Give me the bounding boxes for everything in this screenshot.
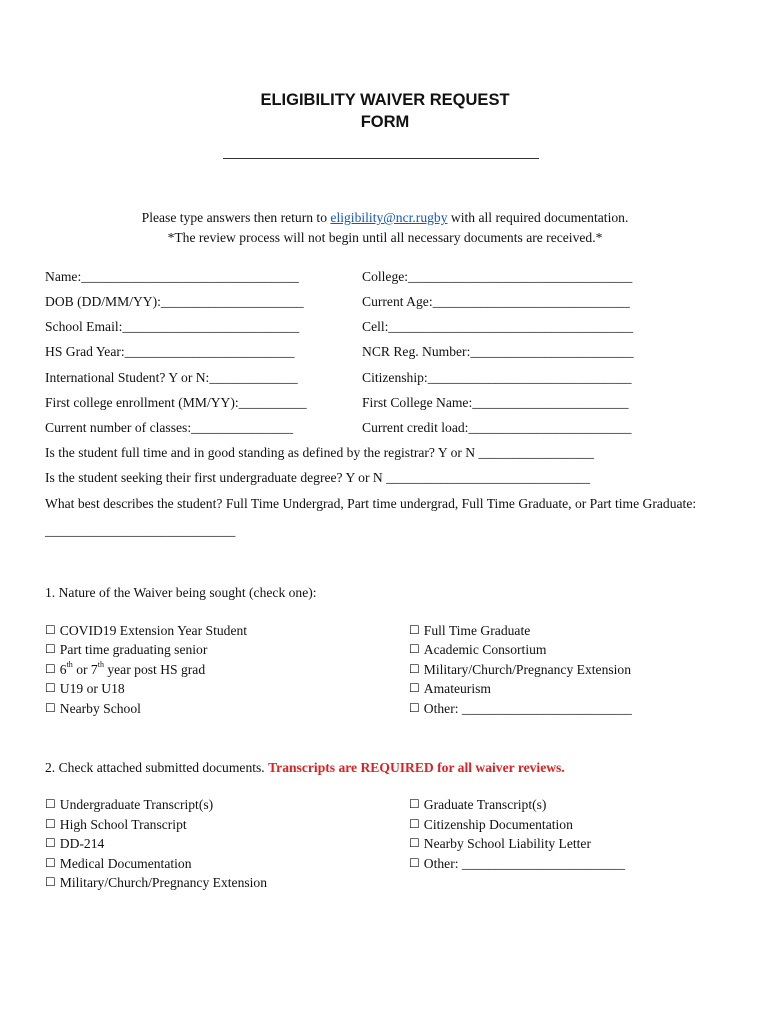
option-label: Medical Documentation — [59, 856, 192, 871]
option-label: DD-214 — [59, 836, 105, 851]
checkbox-icon[interactable]: ☐ — [45, 875, 56, 889]
option-label: Military/Church/Pregnancy Extension — [59, 875, 268, 890]
intro-text-before: Please type answers then return to — [141, 210, 331, 225]
name-field[interactable]: Name:________________________________ — [45, 269, 299, 284]
checkbox-icon[interactable]: ☐ — [409, 797, 420, 811]
cell-field[interactable]: Cell:____________________________________ — [362, 319, 634, 334]
option-label: Nearby School — [59, 701, 141, 716]
option-covid19-extension[interactable] — [45, 623, 247, 639]
doc-citizenship-documentation[interactable] — [409, 817, 573, 833]
section2-heading-text: 2. Check attached submitted documents. — [45, 760, 269, 775]
intro-line2: *The review process will not begin until all necessary documents are received.* — [167, 230, 603, 245]
describe-student-question: What best describes the student? Full Time Undergrad, Part time undergrad, Full Time Graduate, or Part time Graduate: — [45, 496, 697, 511]
section2-heading — [45, 760, 565, 776]
section1-heading: 1. Nature of the Waiver being sought (check one): — [45, 585, 317, 600]
option-label: Other: ________________________ — [423, 856, 626, 871]
option-label: Military/Church/Pregnancy Extension — [423, 662, 632, 677]
first-degree-question[interactable]: Is the student seeking their first undergraduate degree? Y or N ______________________________ — [45, 470, 591, 485]
title-underline — [223, 158, 539, 159]
first-college-name-field[interactable]: First College Name:_______________________ — [362, 395, 629, 410]
option-other-waiver[interactable] — [409, 701, 632, 717]
option-nearby-school[interactable] — [45, 701, 141, 717]
form-title-line1: ELIGIBILITY WAIVER REQUEST — [260, 91, 510, 109]
option-label: Part time graduating senior — [59, 642, 208, 657]
full-time-question[interactable]: Is the student full time and in good standing as defined by the registrar? Y or N _________________ — [45, 445, 595, 460]
checkbox-icon[interactable]: ☐ — [409, 642, 420, 656]
checkbox-icon[interactable]: ☐ — [409, 856, 420, 870]
transcripts-required-note: Transcripts are REQUIRED for all waiver reviews. — [268, 760, 565, 775]
international-student-field[interactable]: International Student? Y or N:_____________ — [45, 370, 298, 385]
checkbox-icon[interactable]: ☐ — [45, 662, 56, 676]
option-u19-u18[interactable] — [45, 681, 125, 697]
first-college-enrollment-field[interactable]: First college enrollment (MM/YY):__________ — [45, 395, 307, 410]
option-academic-consortium[interactable] — [409, 642, 546, 658]
option-full-time-graduate[interactable] — [409, 623, 530, 639]
option-part-time-senior[interactable] — [45, 642, 207, 658]
option-6th-7th-year[interactable] — [45, 662, 205, 678]
intro-text-after: with all required documentation. — [447, 210, 629, 225]
email-link[interactable]: eligibility@ncr.rugby — [330, 210, 448, 225]
option-label: Nearby School Liability Letter — [423, 836, 591, 851]
intro-line1 — [0, 210, 770, 226]
option-label: Amateurism — [423, 681, 491, 696]
option-label: Undergraduate Transcript(s) — [59, 797, 214, 812]
current-age-field[interactable]: Current Age:_____________________________ — [362, 294, 630, 309]
checkbox-icon[interactable]: ☐ — [409, 681, 420, 695]
school-email-field[interactable]: School Email:__________________________ — [45, 319, 300, 334]
option-label: COVID19 Extension Year Student — [59, 623, 248, 638]
option-amateurism[interactable] — [409, 681, 491, 697]
option-label: Other: _________________________ — [423, 701, 632, 716]
doc-graduate-transcript[interactable] — [409, 797, 546, 813]
option-label: U19 or U18 — [59, 681, 125, 696]
checkbox-icon[interactable]: ☐ — [409, 701, 420, 715]
checkbox-icon[interactable]: ☐ — [45, 701, 56, 715]
checkbox-icon[interactable]: ☐ — [409, 623, 420, 637]
doc-other[interactable] — [409, 856, 625, 872]
current-classes-field[interactable]: Current number of classes:_______________ — [45, 420, 294, 435]
college-field[interactable]: College:_________________________________ — [362, 269, 633, 284]
form-title-line2: FORM — [360, 113, 410, 131]
option-label: High School Transcript — [59, 817, 187, 832]
doc-dd-214[interactable] — [45, 836, 104, 852]
checkbox-icon[interactable]: ☐ — [45, 797, 56, 811]
ncr-reg-number-field[interactable]: NCR Reg. Number:________________________ — [362, 344, 634, 359]
option-label: Full Time Graduate — [423, 623, 531, 638]
doc-high-school-transcript[interactable] — [45, 817, 187, 833]
doc-military-church-pregnancy[interactable] — [45, 875, 267, 891]
checkbox-icon[interactable]: ☐ — [45, 817, 56, 831]
option-label: Academic Consortium — [423, 642, 547, 657]
doc-nearby-school-liability[interactable] — [409, 836, 591, 852]
checkbox-icon[interactable]: ☐ — [45, 642, 56, 656]
doc-undergraduate-transcript[interactable] — [45, 797, 213, 813]
checkbox-icon[interactable]: ☐ — [45, 836, 56, 850]
dob-field[interactable]: DOB (DD/MM/YY):_____________________ — [45, 294, 304, 309]
describe-student-blank[interactable]: ____________________________ — [45, 523, 236, 538]
checkbox-icon[interactable]: ☐ — [45, 623, 56, 637]
hs-grad-year-field[interactable]: HS Grad Year:_________________________ — [45, 344, 295, 359]
option-label: 6th or 7th year post HS grad — [59, 660, 206, 677]
option-label: Graduate Transcript(s) — [423, 797, 547, 812]
current-credit-load-field[interactable]: Current credit load:________________________ — [362, 420, 632, 435]
checkbox-icon[interactable]: ☐ — [409, 662, 420, 676]
checkbox-icon[interactable]: ☐ — [45, 856, 56, 870]
citizenship-field[interactable]: Citizenship:______________________________ — [362, 370, 632, 385]
doc-medical-documentation[interactable] — [45, 856, 192, 872]
checkbox-icon[interactable]: ☐ — [409, 817, 420, 831]
option-label: Citizenship Documentation — [423, 817, 573, 832]
checkbox-icon[interactable]: ☐ — [409, 836, 420, 850]
option-military-church-pregnancy[interactable] — [409, 662, 631, 678]
checkbox-icon[interactable]: ☐ — [45, 681, 56, 695]
